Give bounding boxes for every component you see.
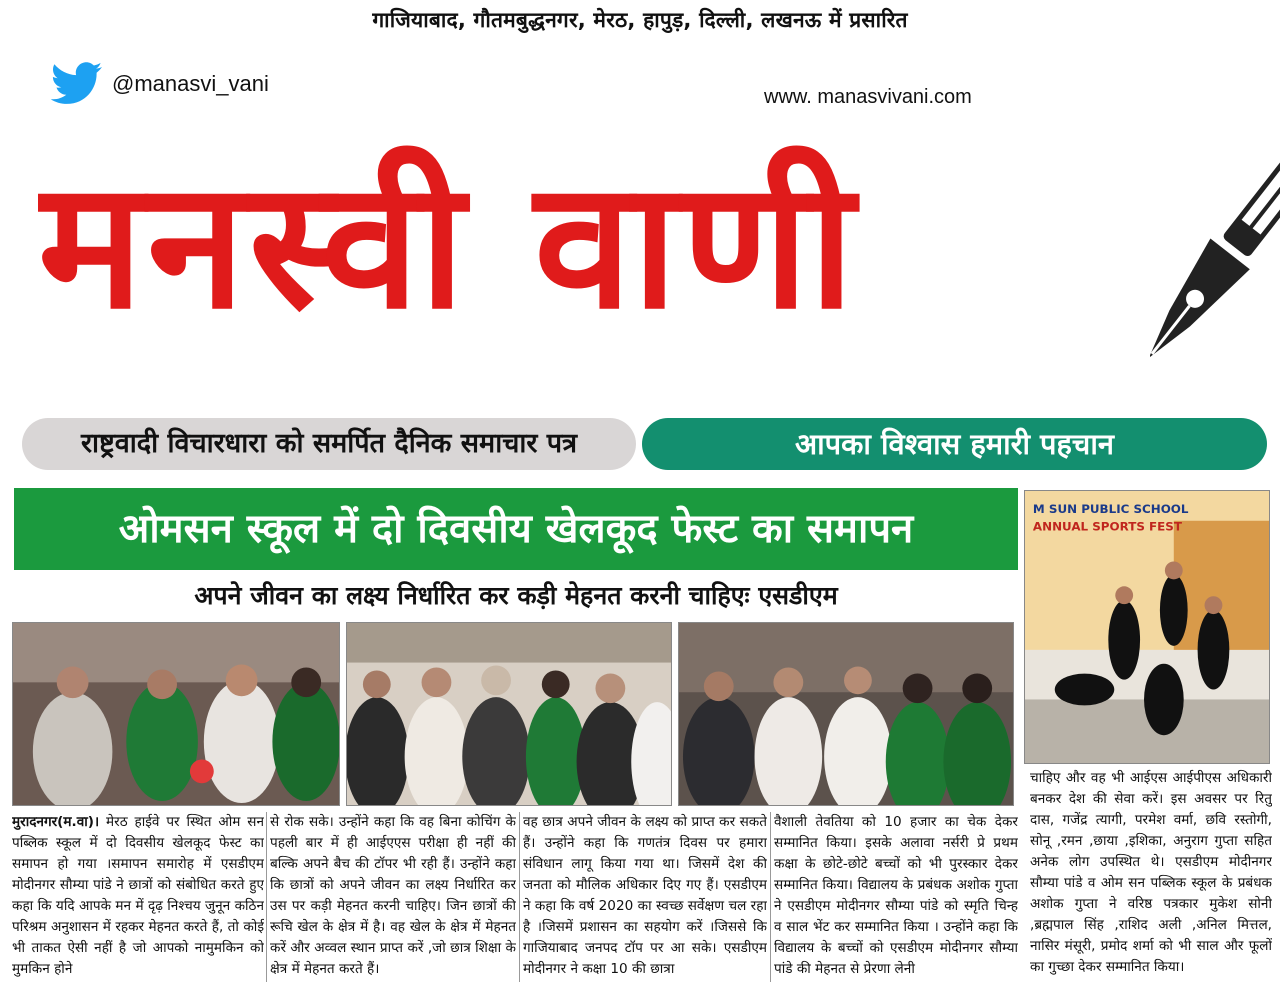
article-column-3: वह छात्र अपने जीवन के लक्ष्य को प्राप्त कर सकते हैं। उन्होंने कहा कि गणतंत्र दिवस पर हमारा संविधान लागू किया गया था। जिसमें देश की जनता को मौलिक अधिकार दिए गए हैं। एसडीएम ने कहा कि वर्ष 2020 का स्वच्छ सर्वेक्षण चल रहा है ।जिसमें प्रशासन का सहयोग करें ।जिससे कि गाजियाबाद जनपद टॉप पर आ सके। एसडीएम मोदीनगर ने कक्षा 10 की छात्रा xyxy=(523,814,767,977)
editions-line: गाजियाबाद, गौतमबुद्धनगर, मेरठ, हापुड़, दिल्ली, लखनऊ में प्रसारित xyxy=(372,8,908,32)
sports-fest-photo xyxy=(1024,490,1270,764)
article-column-5: चाहिए और वह भी आईएस आईपीएस अधिकारी बनकर देश की सेवा करें। इस अवसर पर रितु दास, गजेंद्र त्यागी, परमेश वर्मा, छवि रस्तोगी, सोनू ,रमन ,छाया ,इशिका, अनुराग गुप्ता सहित अनेक लोग उपस्थित थे। एसडीएम मोदीनगर सौम्या पांडे व ओम सन पब्लिक स्कूल के प्रबंधक अशोक गुप्ता ने वरिष्ठ पत्रकार मुकेश सोनी ,ब्रह्मपाल सिंह ,राशिद अली ,अनिल मित्तल, नासिर मंसूरी, प्रमोद शर्मा को भी साल और फूलों का गुच्छा देकर सम्मानित किया। xyxy=(1030,770,1272,975)
twitter-handle: @manasvi_vani xyxy=(112,71,269,96)
tagline-left: राष्ट्रवादी विचारधारा को समर्पित दैनिक समाचार पत्र xyxy=(22,418,636,470)
tagline-right: आपका विश्वास हमारी पहचान xyxy=(642,418,1267,470)
article-dateline: मुरादनगर(म.वा)। xyxy=(12,814,100,830)
fountain-pen-icon xyxy=(1150,120,1280,420)
svg-text:ANNUAL SPORTS FEST: ANNUAL SPORTS FEST xyxy=(1032,519,1182,534)
article-column-1 xyxy=(12,812,264,984)
masthead-title: मनस्वी वाणी xyxy=(38,143,859,348)
article-headline: ओमसन स्कूल में दो दिवसीय खेलकूद फेस्ट का समापन xyxy=(14,488,1018,570)
article-column-4: वैशाली तेवतिया को 10 हजार का चेक देकर सम्मानित किया। इसके अलावा नर्सरी प्रे प्रथम कक्षा के छोटे-छोटे बच्चों को भी पुरस्कार देकर सम्मानित किया। विद्यालय के प्रबंधक अशोक गुप्ता ने एसडीएम मोदीनगर सौम्या पांडे को स्मृति चिन्ह व साल भेंट कर सम्मानित किया । उन्होंने कहा कि विद्यालय के बच्चों को एसडीएम मोदीनगर सौम्या पांडे की मेहनत से प्रेरणा लेनी xyxy=(774,814,1018,977)
event-photo-1 xyxy=(12,622,340,806)
column-divider xyxy=(519,812,520,982)
article-column-1-text: मेरठ हाईवे पर स्थित ओम सन पब्लिक स्कूल में दो दिवसीय खेलकूद फेस्ट का समापन हो गया ।समापन समारोह में एसडीएम मोदीनगर सौम्या पांडे ने छात्रों को संबोधित करते हुए कहा कि यदि आपके मन में दृढ़ निश्चय जुनून कठिन परिश्रम अनुशासन में रहकर मेहनत करते हैं, तो कोई भी ताकत ऐसी नहीं है जो आपको नामुमकिन को मुमकिन होने xyxy=(12,814,264,977)
event-photo-3 xyxy=(678,622,1014,806)
website-url: www. manasvivani.com xyxy=(764,86,972,108)
event-photo-2 xyxy=(346,622,672,806)
article-column-2: से रोक सके। उन्होंने कहा कि वह बिना कोचिंग के पहली बार में ही आईएएस परीक्षा ही नहीं की बल्कि अपने बैच की टॉपर भी रही हैं। उन्होंने कहा कि छात्रों को अपने जीवन का लक्ष्य निर्धारित कर उस पर कड़ी मेहनत करनी चाहिए। जिन छात्रों की रूचि खेल के क्षेत्र में है। वह खेल के क्षेत्र में मेहनत करें और अव्वल स्थान प्राप्त करें ,जो छात्र शिक्षा के क्षेत्र में मेहनत करते हैं। xyxy=(270,814,516,977)
column-divider xyxy=(266,812,267,982)
column-divider xyxy=(770,812,771,982)
article-subheadline: अपने जीवन का लक्ष्य निर्धारित कर कड़ी मेहनत करनी चाहिएः एसडीएम xyxy=(194,581,838,610)
svg-text:M SUN PUBLIC SCHOOL: M SUN PUBLIC SCHOOL xyxy=(1032,501,1189,516)
